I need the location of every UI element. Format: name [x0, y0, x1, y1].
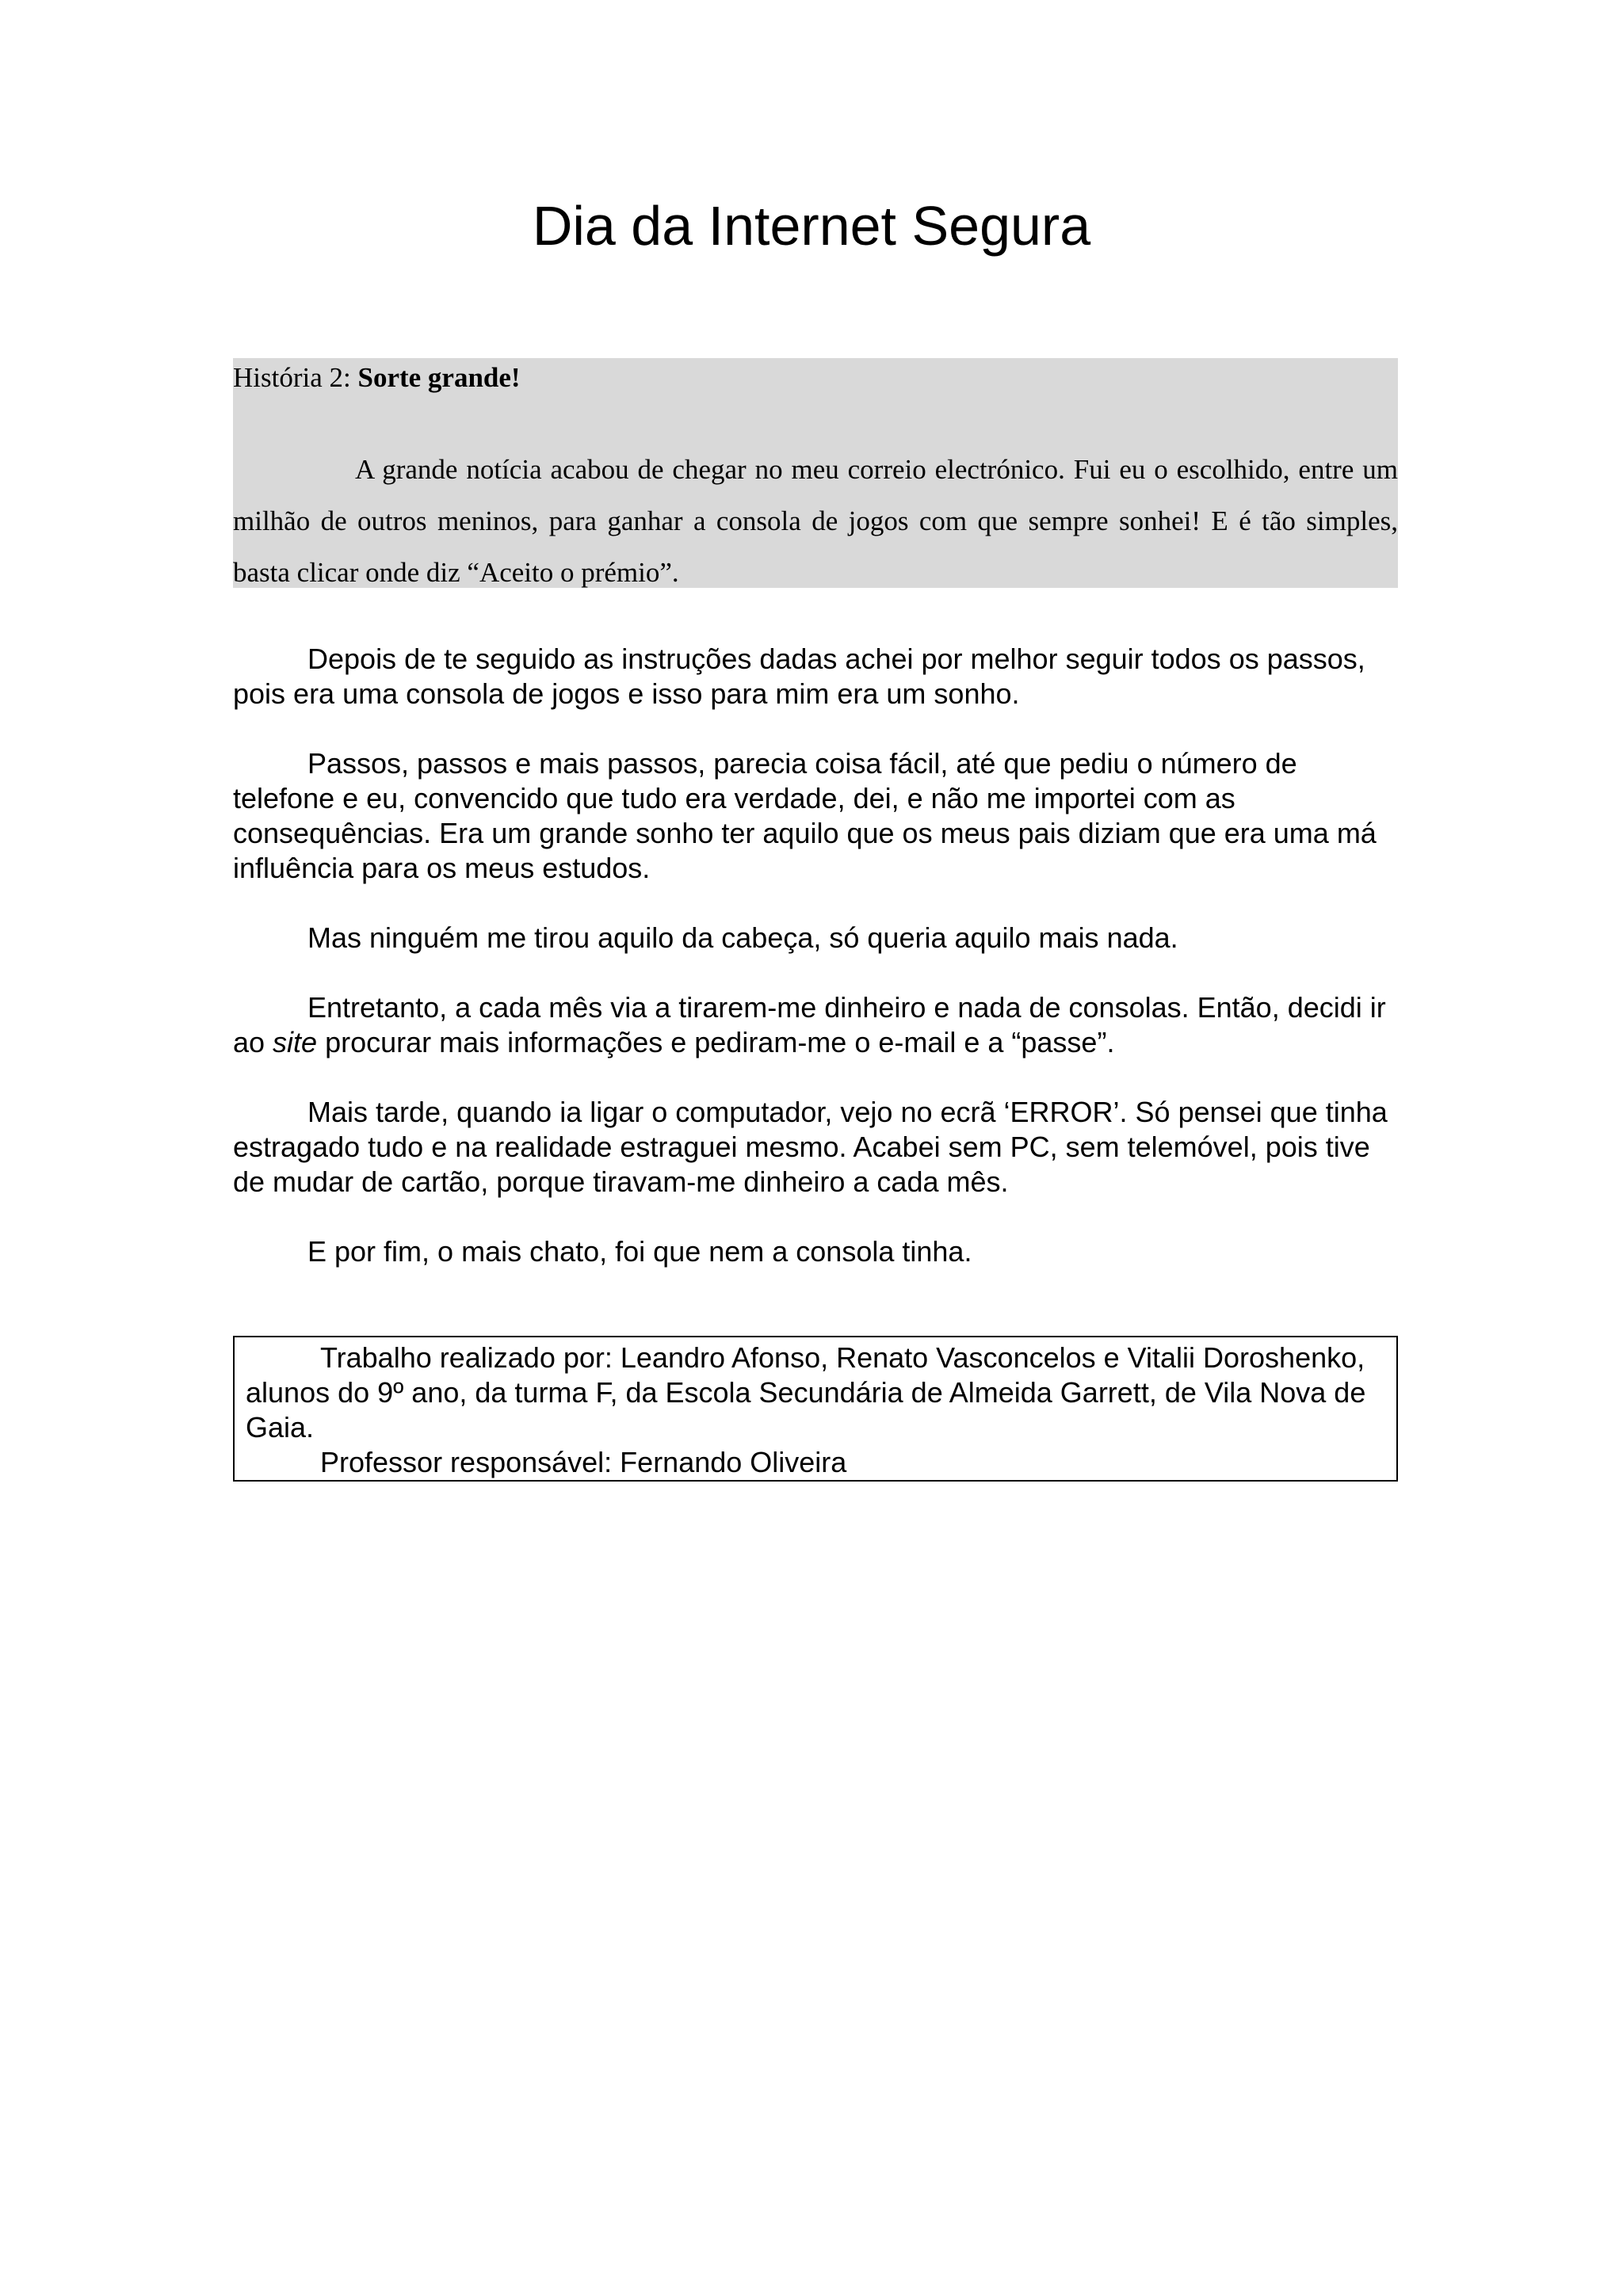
story-name: Sorte grande!	[357, 362, 521, 393]
paragraph-4	[233, 990, 1398, 1060]
credits-authors: Trabalho realizado por: Leandro Afonso, Renato Vasconcelos e Vitalii Doroshenko, alunos do 9º ano, da turma F, da Escola Secundária de Almeida Garrett, de Vila Nova de Gaia.	[246, 1341, 1366, 1444]
story-label: História 2:	[233, 362, 358, 393]
paragraph-4-text	[233, 990, 1398, 1060]
paragraph-6	[233, 1234, 1398, 1269]
story-intro: A grande notícia acabou de chegar no meu correio electrónico. Fui eu o escolhido, entre um milhão de outros meninos, para ganhar a consola de jogos com que sempre sonhei! E é tão simples, basta clicar onde diz “Aceito o prémio”.	[233, 454, 1398, 588]
paragraph-3-text: Mas ninguém me tirou aquilo da cabeça, só queria aquilo mais nada.	[307, 921, 1178, 954]
paragraph-3	[233, 921, 1398, 955]
story-box	[233, 358, 1398, 588]
story-heading	[233, 358, 521, 398]
paragraph-5	[233, 1095, 1398, 1199]
paragraph-1-text: Depois de te seguido as instruções dadas achei por melhor seguir todos os passos, pois era uma consola de jogos e isso para mim era um sonho.	[233, 643, 1365, 710]
paragraph-2-text: Passos, passos e mais passos, parecia coisa fácil, até que pediu o número de telefone e eu, convencido que tudo era verdade, dei, e não me importei com as consequências. Era um grande sonho ter aquilo que os meus pais diziam que era uma má influência para os meus estudos.	[233, 747, 1377, 884]
paragraph-4-start: Entretanto, a cada mês via a tirarem-me dinheiro e nada de consolas. Então, decidi ir ao	[233, 991, 1386, 1058]
paragraph-6-text: E por fim, o mais chato, foi que nem a consola tinha.	[307, 1235, 972, 1268]
page-title: Dia da Internet Segura	[532, 195, 1091, 257]
paragraph-1	[233, 642, 1398, 711]
paragraph-5-text: Mais tarde, quando ia ligar o computador, vejo no ecrã ‘ERROR’. Só pensei que tinha estragado tudo e na realidade estraguei mesmo. Acabei sem PC, sem telemóvel, pois tive de mudar de cartão, porque tiravam-me dinheiro a cada mês.	[233, 1096, 1388, 1198]
credits-box	[233, 1336, 1398, 1482]
paragraph-2	[233, 746, 1398, 886]
paragraph-4-italic: site	[273, 1026, 318, 1058]
paragraph-4-end: procurar mais informações e pediram-me o e-mail e a “passe”.	[317, 1026, 1115, 1058]
credits-teacher: Professor responsável: Fernando Oliveira	[320, 1446, 847, 1478]
